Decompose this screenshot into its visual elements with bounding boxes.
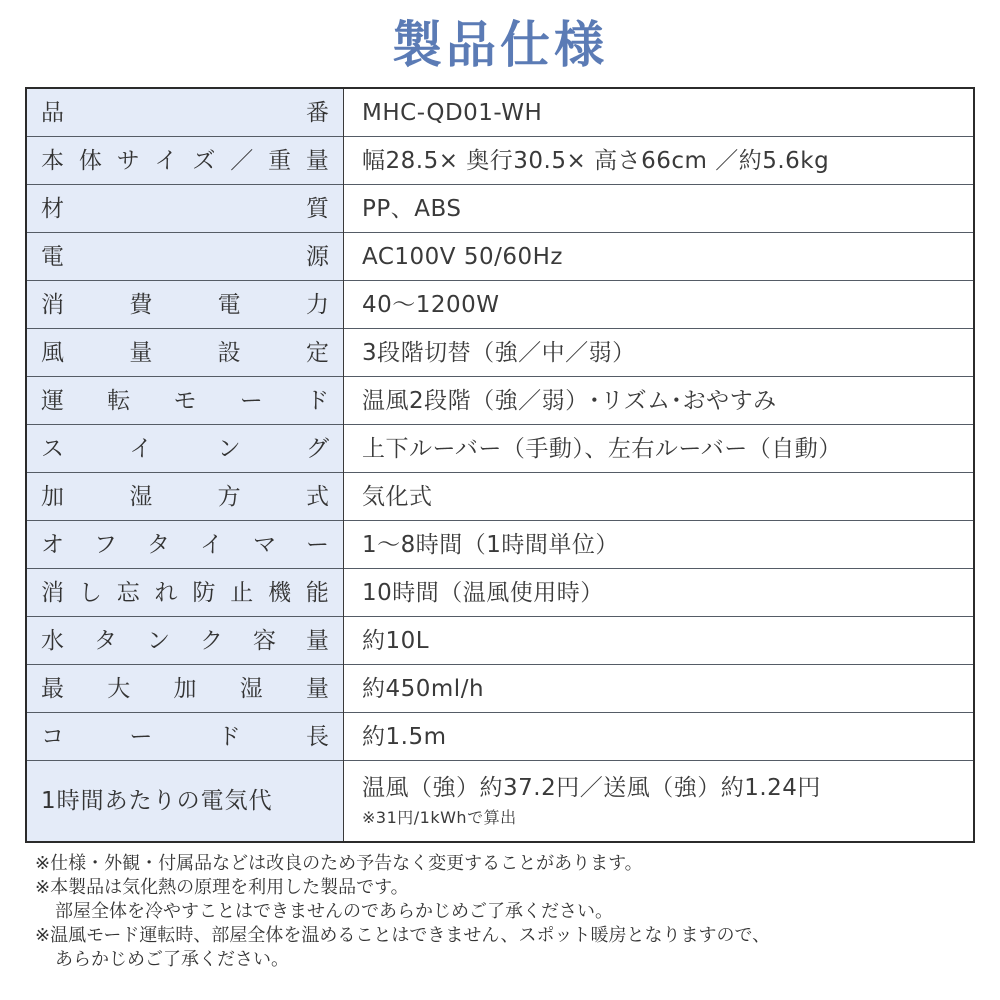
spec-label-char: イ xyxy=(200,531,223,558)
spec-label xyxy=(27,530,343,560)
spec-label-char: れ xyxy=(154,579,178,606)
spec-label-char: 源 xyxy=(306,243,329,270)
spec-label-char: 忘 xyxy=(116,579,140,606)
spec-label-char: 力 xyxy=(305,291,329,318)
note-line: ※本製品は気化熱の原理を利用した製品です。 xyxy=(35,877,409,898)
spec-label-cell xyxy=(26,329,344,377)
spec-label xyxy=(27,626,343,656)
spec-label-char: ／ xyxy=(230,147,254,174)
spec-value: MHC-QD01-WH xyxy=(344,88,975,137)
spec-row xyxy=(26,521,974,569)
spec-label-char: 風 xyxy=(41,339,64,366)
spec-value: 温風2段階（強／弱）･リズム･おやすみ xyxy=(344,377,975,425)
spec-label-char: 量 xyxy=(306,675,329,702)
spec-label-char: 定 xyxy=(305,339,329,366)
spec-label-char: し xyxy=(78,579,102,606)
spec-label-char: ー xyxy=(129,723,153,750)
spec-label-char: 式 xyxy=(305,483,329,510)
spec-label xyxy=(27,242,343,272)
spec-value: AC100V 50/60Hz xyxy=(344,233,975,281)
spec-label-char: ド xyxy=(306,387,329,414)
spec-label-cell xyxy=(26,617,344,665)
spec-label-char: ン xyxy=(147,627,170,654)
spec-row xyxy=(26,617,974,665)
spec-label-char: 体 xyxy=(78,147,102,174)
spec-label: 1時間あたりの電気代 xyxy=(41,788,273,814)
spec-label xyxy=(27,578,343,608)
spec-label-char: 運 xyxy=(41,387,64,414)
spec-label-char: 水 xyxy=(41,627,64,654)
spec-row xyxy=(26,137,974,185)
spec-label-char: タ xyxy=(94,627,117,654)
spec-label-char: 湿 xyxy=(129,483,153,510)
spec-label xyxy=(27,290,343,320)
spec-label-char: タ xyxy=(147,531,170,558)
spec-value: 3段階切替（強／中／弱） xyxy=(344,329,975,377)
spec-label-char: 本 xyxy=(41,147,64,174)
spec-label-char: 電 xyxy=(41,243,64,270)
spec-value-cell xyxy=(344,761,975,843)
spec-label-char: 設 xyxy=(217,339,241,366)
spec-label-char: 番 xyxy=(306,99,329,126)
spec-label-cell xyxy=(26,761,344,843)
spec-label-cell xyxy=(26,137,344,185)
spec-label-char: ー xyxy=(239,387,263,414)
spec-label xyxy=(27,386,343,416)
spec-label-char: 品 xyxy=(41,99,64,126)
spec-row xyxy=(26,233,974,281)
spec-label-char: 量 xyxy=(305,147,329,174)
spec-row xyxy=(26,569,974,617)
spec-label-char: ー xyxy=(306,531,329,558)
spec-label-char: オ xyxy=(41,531,64,558)
spec-label-char: イ xyxy=(129,435,153,462)
spec-label-char: 機 xyxy=(268,579,292,606)
spec-label-char: モ xyxy=(173,387,197,414)
spec-table xyxy=(25,87,975,843)
spec-label xyxy=(27,722,343,752)
spec-value: 上下ルーバー（手動）、左右ルーバー（自動） xyxy=(344,425,975,473)
spec-value: 気化式 xyxy=(344,473,975,521)
spec-value: 約1.5m xyxy=(344,713,975,761)
spec-label-char: ス xyxy=(41,435,64,462)
spec-value: 10時間（温風使用時） xyxy=(344,569,975,617)
spec-label xyxy=(27,98,343,128)
spec-value: 幅28.5× 奥行30.5× 高さ66cm ／約5.6kg xyxy=(344,137,975,185)
spec-label-char: コ xyxy=(41,723,64,750)
spec-row xyxy=(26,761,974,843)
page-title: 製品仕様 xyxy=(392,16,608,74)
spec-label-char: 量 xyxy=(306,627,329,654)
note-line: ※温風モード運転時、部屋全体を温めることはできません、スポット暖房となりますので、 xyxy=(35,925,771,946)
spec-label-char: 消 xyxy=(41,579,64,606)
spec-table-body xyxy=(26,88,974,842)
spec-label-char: 湿 xyxy=(239,675,263,702)
spec-label-char: ク xyxy=(200,627,223,654)
spec-label-cell xyxy=(26,281,344,329)
spec-label-cell xyxy=(26,713,344,761)
spec-label-char: 質 xyxy=(306,195,329,222)
spec-label-char: 重 xyxy=(268,147,292,174)
spec-label-cell xyxy=(26,425,344,473)
spec-label-char: 防 xyxy=(192,579,216,606)
spec-label-cell xyxy=(26,88,344,137)
spec-label-char: フ xyxy=(94,531,117,558)
spec-label-char: 容 xyxy=(253,627,276,654)
spec-label xyxy=(27,482,343,512)
spec-row xyxy=(26,88,974,137)
spec-label-char: サ xyxy=(116,147,140,174)
spec-label-cell xyxy=(26,521,344,569)
spec-value: 約450ml/h xyxy=(344,665,975,713)
spec-row xyxy=(26,425,974,473)
note-line: 部屋全体を冷やすことはできませんのであらかじめご了承ください。 xyxy=(55,901,613,922)
spec-label-char: 最 xyxy=(41,675,64,702)
spec-label-char: ン xyxy=(217,435,241,462)
spec-label-char: 量 xyxy=(129,339,153,366)
spec-label-char: 電 xyxy=(217,291,241,318)
spec-value: 温風（強）約37.2円／送風（強）約1.24円 xyxy=(362,775,821,801)
spec-row xyxy=(26,713,974,761)
spec-label-char: ズ xyxy=(192,147,216,174)
spec-label-char: 転 xyxy=(107,387,131,414)
spec-value: 40～1200W xyxy=(344,281,975,329)
spec-label-char: ド xyxy=(217,723,241,750)
spec-value: 約10L xyxy=(344,617,975,665)
spec-label-cell xyxy=(26,569,344,617)
spec-label-char: 加 xyxy=(41,483,64,510)
note-line: あらかじめご了承ください。 xyxy=(55,949,289,970)
spec-label-char: イ xyxy=(154,147,178,174)
spec-row xyxy=(26,473,974,521)
spec-label-char: 材 xyxy=(41,195,64,222)
spec-label xyxy=(27,338,343,368)
spec-label xyxy=(27,146,343,176)
spec-label-cell xyxy=(26,377,344,425)
spec-label-char: 能 xyxy=(305,579,329,606)
spec-row xyxy=(26,281,974,329)
spec-label-char: 止 xyxy=(230,579,254,606)
spec-row xyxy=(26,329,974,377)
spec-label-char: 大 xyxy=(107,675,131,702)
spec-value-note: ※31円/1kWhで算出 xyxy=(362,808,517,827)
spec-label-cell xyxy=(26,233,344,281)
spec-label-cell xyxy=(26,473,344,521)
spec-value: PP、ABS xyxy=(344,185,975,233)
spec-value: 1～8時間（1時間単位） xyxy=(344,521,975,569)
notes-section xyxy=(35,852,985,972)
spec-label-char: 長 xyxy=(305,723,329,750)
note-line: ※仕様・外観・付属品などは改良のため予告なく変更することがあります。 xyxy=(35,853,643,874)
spec-label-char: 方 xyxy=(217,483,241,510)
spec-label xyxy=(27,674,343,704)
spec-row xyxy=(26,665,974,713)
spec-row xyxy=(26,377,974,425)
spec-label-char: マ xyxy=(253,531,276,558)
spec-label-char: 費 xyxy=(129,291,153,318)
spec-label xyxy=(27,434,343,464)
spec-label-char: 消 xyxy=(41,291,64,318)
spec-label-cell xyxy=(26,185,344,233)
spec-label-char: グ xyxy=(305,435,329,462)
spec-label-char: 加 xyxy=(173,675,197,702)
spec-row xyxy=(26,185,974,233)
spec-label-cell xyxy=(26,665,344,713)
spec-label xyxy=(27,194,343,224)
